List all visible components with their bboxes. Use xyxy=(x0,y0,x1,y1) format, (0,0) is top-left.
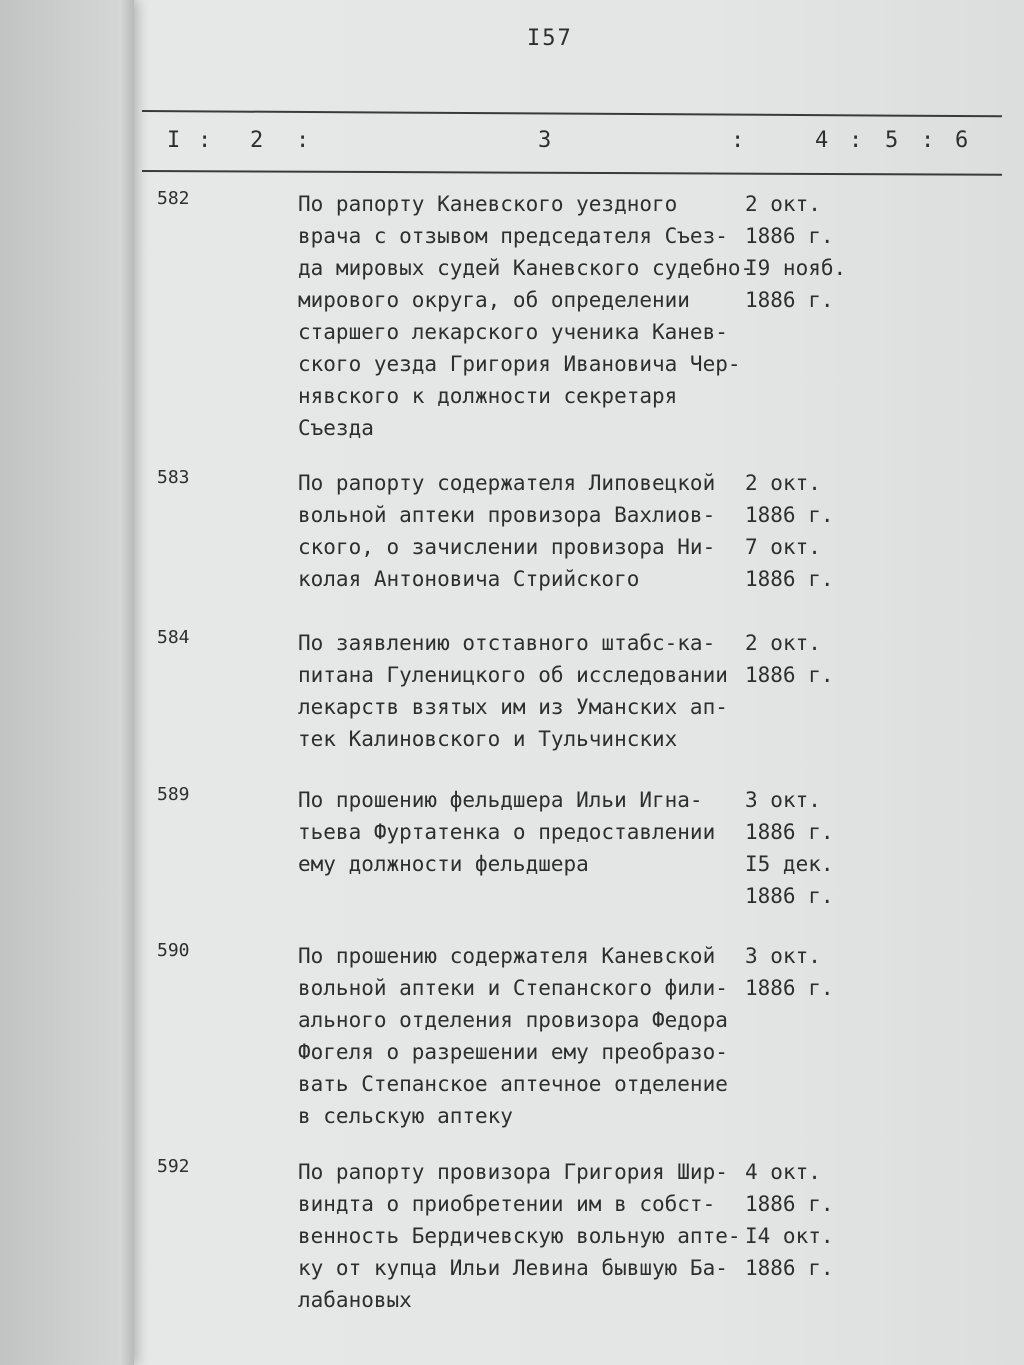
entry-description: По рапорту провизора Григория Шир- виндта о приобретении им в собст- венность Бердичевскую вольную апте- ку от купца Ильи Левина бывшую Ба- лабановых xyxy=(298,1160,741,1312)
entry-description: По прошению содержателя Каневской вольной аптеки и Степанского фили- ального отделения провизора Федора Фогеля о разрешении ему преобразо- вать Степанское аптечное отделение в сельскую аптеку xyxy=(298,944,728,1128)
column-header-2: 2 xyxy=(250,128,264,153)
column-header-1: I xyxy=(167,128,181,153)
entry-number: 582 xyxy=(157,188,190,209)
entry-number: 590 xyxy=(157,940,190,961)
column-header-5: 5 xyxy=(885,128,899,153)
header-top-rule xyxy=(142,110,1002,117)
entry-dates: 4 окт. 1886 г. I4 окт. 1886 г. xyxy=(745,1160,834,1280)
previous-page-edge xyxy=(0,0,134,1365)
column-separator: : xyxy=(731,128,745,153)
entry-number: 592 xyxy=(157,1156,190,1177)
entry-description: По прошению фельдшера Ильи Игна- тьева Фуртатенка о предоставлении ему должности фельдшера xyxy=(298,788,716,876)
entry-number: 583 xyxy=(157,467,190,488)
entry-number: 584 xyxy=(157,627,190,648)
entry-dates: 2 окт. 1886 г. I9 нояб. 1886 г. xyxy=(745,192,847,312)
entry-dates: 2 окт. 1886 г. 7 окт. 1886 г. xyxy=(745,471,834,591)
entry-number: 589 xyxy=(157,784,190,805)
column-separator: : xyxy=(198,128,212,153)
entry-description: По рапорту содержателя Липовецкой вольной аптеки провизора Вахлиов- ского, о зачислении провизора Ни- колая Антоновича Стрийского xyxy=(298,471,716,591)
column-separator: : xyxy=(849,128,863,153)
page-number: I57 xyxy=(527,26,573,51)
column-separator: : xyxy=(921,128,935,153)
entry-dates: 2 окт. 1886 г. xyxy=(745,631,834,687)
header-bottom-rule xyxy=(142,170,1002,176)
entry-dates: 3 окт. 1886 г. xyxy=(745,944,834,1000)
column-header-3: 3 xyxy=(538,128,552,153)
column-header-4: 4 xyxy=(815,128,829,153)
column-header-6: 6 xyxy=(955,128,969,153)
entry-description: По заявлению отставного штабс-ка- питана Гуленицкого об исследовании лекарств взятых им из Уманских ап- тек Калиновского и Тульчинских xyxy=(298,631,728,751)
column-separator: : xyxy=(296,128,310,153)
entry-description: По рапорту Каневского уездного врача с отзывом председателя Съез- да мировых судей Каневского судебно- мирового округа, об определении старшего лекарского ученика Канев- ского уезда Григория Ивановича Чер- нявского к должности секретаря Съезда xyxy=(298,192,754,440)
entry-dates: 3 окт. 1886 г. I5 дек. 1886 г. xyxy=(745,788,834,908)
